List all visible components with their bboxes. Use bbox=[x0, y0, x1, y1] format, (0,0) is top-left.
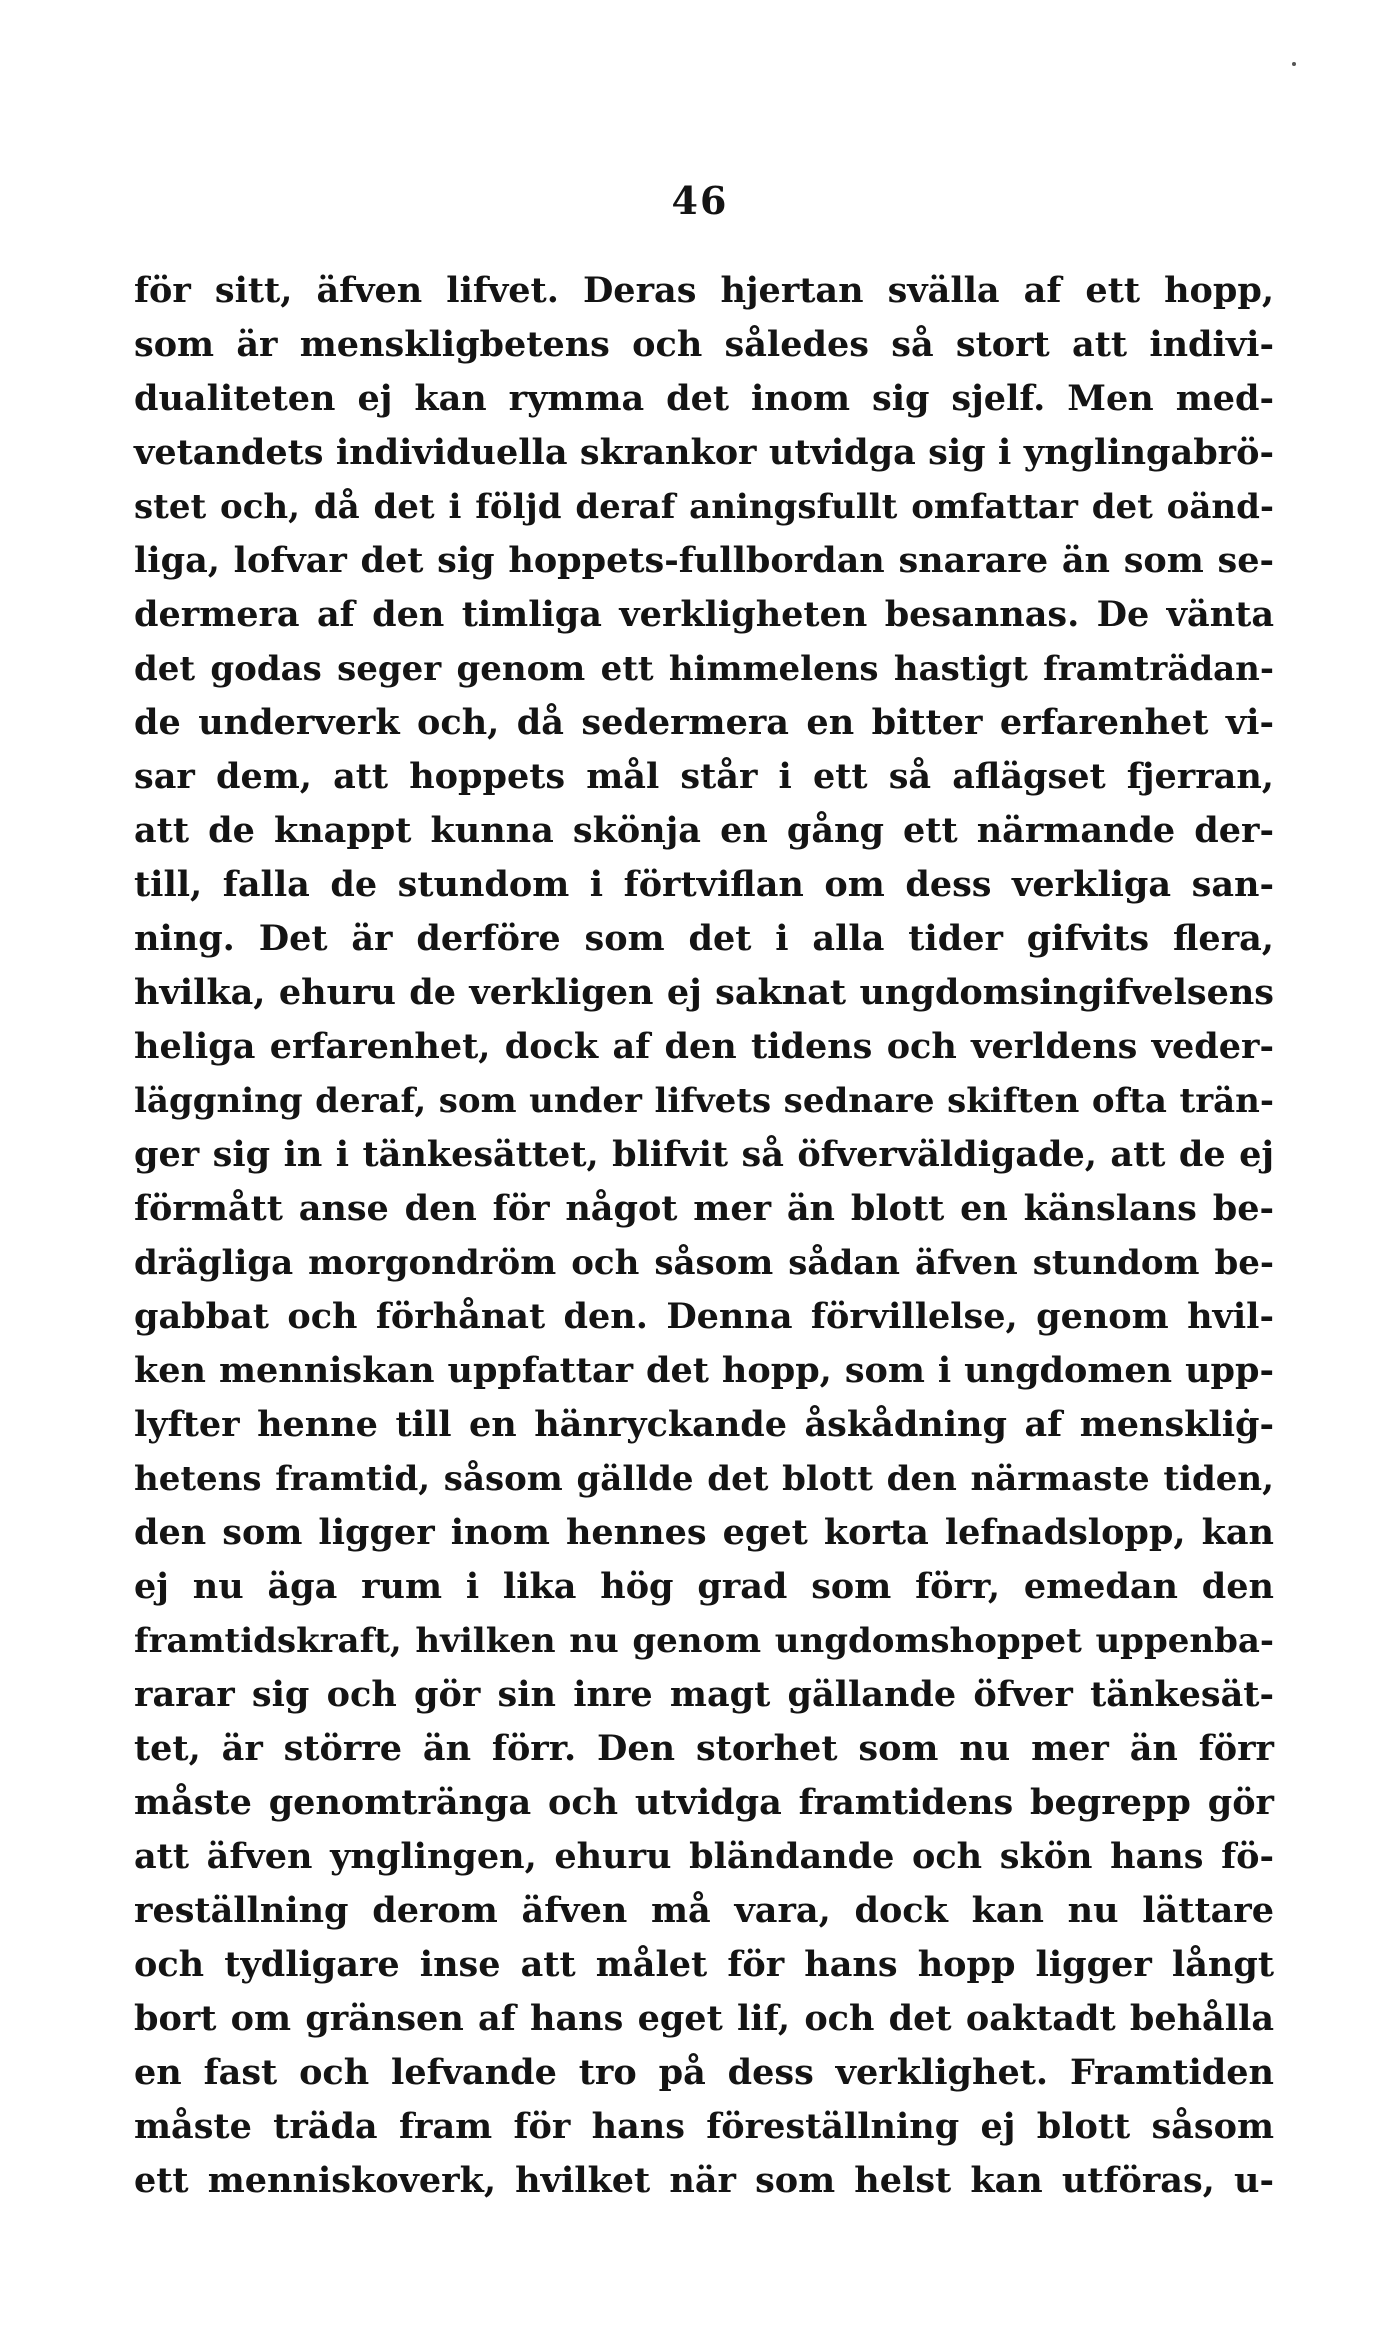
text-line: liga, lofvar det sig hoppets-fullbordan snarare än som se- bbox=[134, 540, 1274, 581]
text-line: stet och, då det i följd deraf aningsfullt omfattar det oänd- bbox=[134, 487, 1274, 527]
text-line: drägliga morgondröm och såsom sådan äfven stundom be- bbox=[134, 1243, 1274, 1283]
text-line: heliga erfarenhet, dock af den tidens och verldens veder- bbox=[134, 1026, 1274, 1067]
page-number: 46 bbox=[671, 178, 729, 223]
text-line: förmått anse den för något mer än blott en känslans be- bbox=[134, 1188, 1274, 1229]
text-line: reställning derom äfven må vara, dock kan nu lättare bbox=[134, 1890, 1274, 1931]
text-line: ger sig in i tänkesättet, blifvit så öfverväldigade, att de ej bbox=[134, 1134, 1274, 1175]
text-line: det godas seger genom ett himmelens hastigt framträdan- bbox=[134, 649, 1274, 689]
text-line: den som ligger inom hennes eget korta lefnadslopp, kan bbox=[134, 1512, 1274, 1553]
text-line: som är menskligbetens och således så stort att indivi- bbox=[134, 324, 1274, 365]
text-line: tet, är större än förr. Den storhet som nu mer än förr bbox=[134, 1728, 1274, 1769]
text-line: läggning deraf, som under lifvets sednare skiften ofta trän- bbox=[134, 1081, 1274, 1121]
text-line: vetandets individuella skrankor utvidga sig i ynglingabrö- bbox=[134, 432, 1274, 473]
text-line: en fast och lefvande tro på dess verklighet. Framtiden bbox=[134, 2052, 1274, 2093]
text-line: de underverk och, då sedermera en bitter erfarenhet vi- bbox=[134, 702, 1274, 743]
text-line: för sitt, äfven lifvet. Deras hjertan svälla af ett hopp, bbox=[134, 270, 1274, 311]
text-line: gabbat och förhånat den. Denna förvillelse, genom hvil- bbox=[134, 1296, 1274, 1337]
text-line: rarar sig och gör sin inre magt gällande öfver tänkesät- bbox=[134, 1674, 1274, 1715]
text-line: dualiteten ej kan rymma det inom sig sjelf. Men med- bbox=[134, 378, 1274, 419]
text-line: bort om gränsen af hans eget lif, och det oaktadt behålla bbox=[134, 1998, 1274, 2039]
text-line: måste träda fram för hans föreställning ej blott såsom bbox=[134, 2106, 1274, 2147]
body-text bbox=[134, 264, 1274, 2208]
text-line: framtidskraft, hvilken nu genom ungdomshoppet uppenba- bbox=[134, 1621, 1274, 1661]
text-line: hetens framtid, såsom gällde det blott den närmaste tiden, bbox=[134, 1459, 1274, 1499]
paper-speck bbox=[1292, 62, 1296, 66]
text-line: dermera af den timliga verkligheten besannas. De vänta bbox=[134, 594, 1274, 635]
text-line: till, falla de stundom i förtviflan om dess verkliga san- bbox=[134, 864, 1274, 905]
text-line: ning. Det är derföre som det i alla tider gifvits flera, bbox=[134, 918, 1274, 959]
text-line: ken menniskan uppfattar det hopp, som i ungdomen upp- bbox=[134, 1350, 1274, 1391]
text-line: hvilka, ehuru de verkligen ej saknat ungdomsingifvelsens bbox=[134, 972, 1274, 1013]
text-line: lyfter henne till en hänryckande åskådning af menskliġ- bbox=[134, 1404, 1274, 1445]
text-line: sar dem, att hoppets mål står i ett så aflägset fjerran, bbox=[134, 756, 1274, 797]
text-line: att äfven ynglingen, ehuru bländande och skön hans fö- bbox=[134, 1836, 1274, 1877]
text-line: och tydligare inse att målet för hans hopp ligger långt bbox=[134, 1944, 1274, 1985]
text-line: ej nu äga rum i lika hög grad som förr, emedan den bbox=[134, 1566, 1274, 1607]
text-line: måste genomtränga och utvidga framtidens begrepp gör bbox=[134, 1782, 1274, 1823]
text-line: ett menniskoverk, hvilket när som helst kan utföras, u- bbox=[134, 2160, 1274, 2201]
text-line: att de knappt kunna skönja en gång ett närmande der- bbox=[134, 810, 1274, 851]
